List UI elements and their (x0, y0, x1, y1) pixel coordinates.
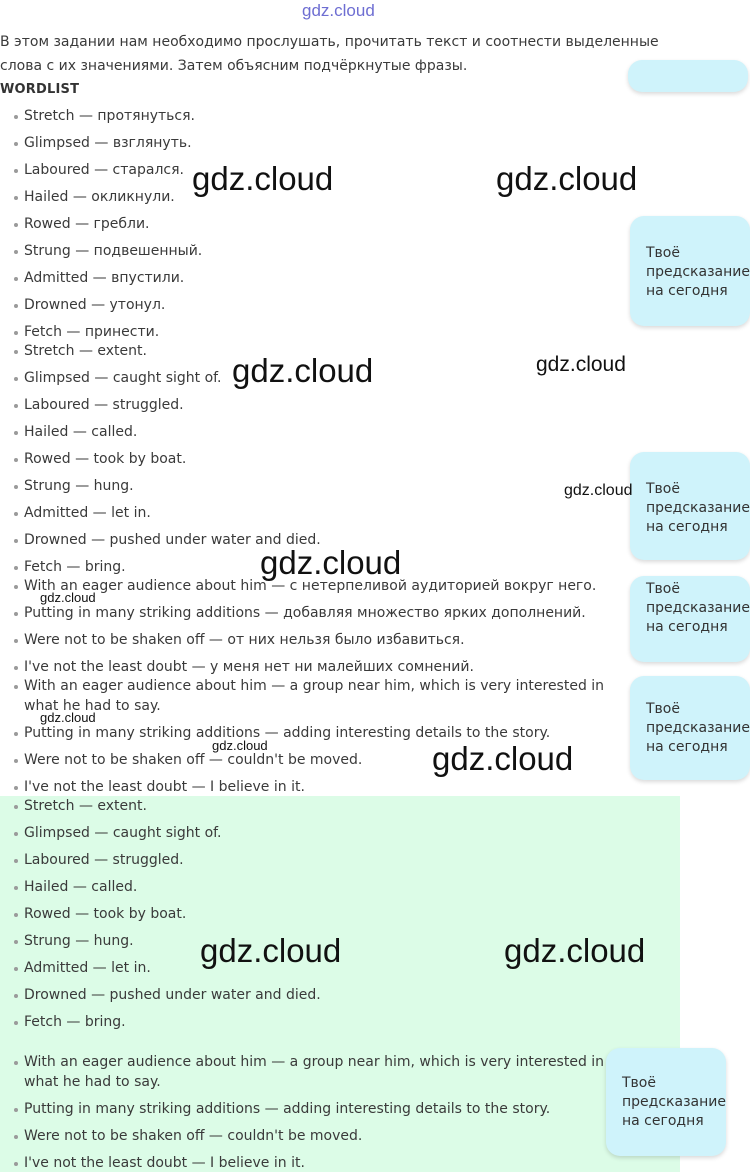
watermark: gdz.cloud (564, 482, 633, 499)
list-item: Glimpsed — caught sight of. (24, 825, 222, 841)
list-item: With an eager audience about him — a group near him, which is very interested in what he had to say. (24, 676, 634, 716)
watermark: gdz.cloud (40, 590, 96, 605)
watermark: gdz.cloud (260, 544, 402, 581)
list-item: With an eager audience about him — a group near him, which is very interested in what he had to say. (24, 1052, 634, 1092)
list-item: Drowned — pushed under water and died. (24, 532, 321, 548)
list-item: Laboured — старался. (24, 162, 184, 178)
list-item: Stretch — extent. (24, 343, 147, 359)
list-item: Glimpsed — взглянуть. (24, 135, 192, 151)
list-item: Admitted — let in. (24, 960, 151, 976)
watermark: gdz.cloud (200, 932, 342, 969)
list-item: Strung — hung. (24, 478, 134, 494)
site-logo[interactable]: gdz.cloud (302, 1, 375, 20)
prediction-bubble-text: Твоё предсказание на сегодня (646, 581, 750, 635)
prediction-bubble[interactable] (630, 216, 750, 326)
list-item: Drowned — pushed under water and died. (24, 987, 321, 1003)
watermark: gdz.cloud (192, 160, 334, 197)
list-item: Rowed — took by boat. (24, 451, 187, 467)
prediction-bubble-text: Твоё предсказание на сегодня (646, 481, 750, 535)
list-item: Rowed — took by boat. (24, 906, 187, 922)
list-item: Fetch — bring. (24, 1014, 126, 1030)
list-item: Putting in many striking additions — adding interesting details to the story. (24, 1101, 551, 1117)
wordlist-heading: WORDLIST (0, 82, 80, 97)
list-item: Hailed — called. (24, 879, 138, 895)
list-item: Putting in many striking additions — добавляя множество ярких дополнений. (24, 605, 586, 621)
list-item: I've not the least doubt — у меня нет ни малейших сомнений. (24, 659, 474, 675)
list-item: Fetch — bring. (24, 559, 126, 575)
list-item: Hailed — окликнули. (24, 189, 175, 205)
list-item: Were not to be shaken off — от них нельзя было избавиться. (24, 632, 465, 648)
list-item: Admitted — let in. (24, 505, 151, 521)
list-item: Were not to be shaken off — couldn't be moved. (24, 1128, 363, 1144)
watermark: gdz.cloud (232, 352, 374, 389)
prediction-bubble[interactable] (630, 452, 750, 560)
list-item: Glimpsed — caught sight of. (24, 370, 222, 386)
list-item: Rowed — гребли. (24, 216, 150, 232)
list-item: Admitted — впустили. (24, 270, 185, 286)
list-item: Stretch — extent. (24, 798, 147, 814)
list-item: Laboured — struggled. (24, 852, 184, 868)
prediction-bubble[interactable] (628, 60, 748, 92)
list-item: Fetch — принести. (24, 324, 160, 340)
prediction-bubble-text: Твоё предсказание на сегодня (646, 701, 750, 755)
list-item: Putting in many striking additions — adding interesting details to the story. (24, 725, 551, 741)
prediction-bubble[interactable] (630, 676, 750, 780)
prediction-bubble-text: Твоё предсказание на сегодня (646, 245, 750, 299)
list-item: Laboured — struggled. (24, 397, 184, 413)
list-item: Drowned — утонул. (24, 297, 166, 313)
task-intro: В этом задании нам необходимо прослушать, прочитать текст и соотнести выделенные слова с их значениями. Затем объясним подчёркнутые фразы. (0, 34, 659, 74)
list-item: Were not to be shaken off — couldn't be moved. (24, 752, 363, 768)
watermark: gdz.cloud (504, 932, 646, 969)
watermark: gdz.cloud (496, 160, 638, 197)
list-item: Strung — подвешенный. (24, 243, 203, 259)
list-item: Strung — hung. (24, 933, 134, 949)
list-item: Hailed — called. (24, 424, 138, 440)
prediction-bubble[interactable] (606, 1048, 726, 1156)
prediction-bubble-text: Твоё предсказание на сегодня (622, 1075, 726, 1129)
list-item: I've not the least doubt — I believe in it. (24, 779, 305, 795)
prediction-bubble[interactable] (630, 576, 750, 662)
watermark: gdz.cloud (212, 738, 268, 753)
list-item: With an eager audience about him — с нетерпеливой аудиторией вокруг него. (24, 578, 597, 594)
watermark: gdz.cloud (40, 710, 96, 725)
list-item: I've not the least doubt — I believe in it. (24, 1155, 305, 1171)
watermark: gdz.cloud (536, 353, 626, 376)
list-item: Stretch — протянуться. (24, 108, 195, 124)
watermark: gdz.cloud (432, 740, 574, 777)
